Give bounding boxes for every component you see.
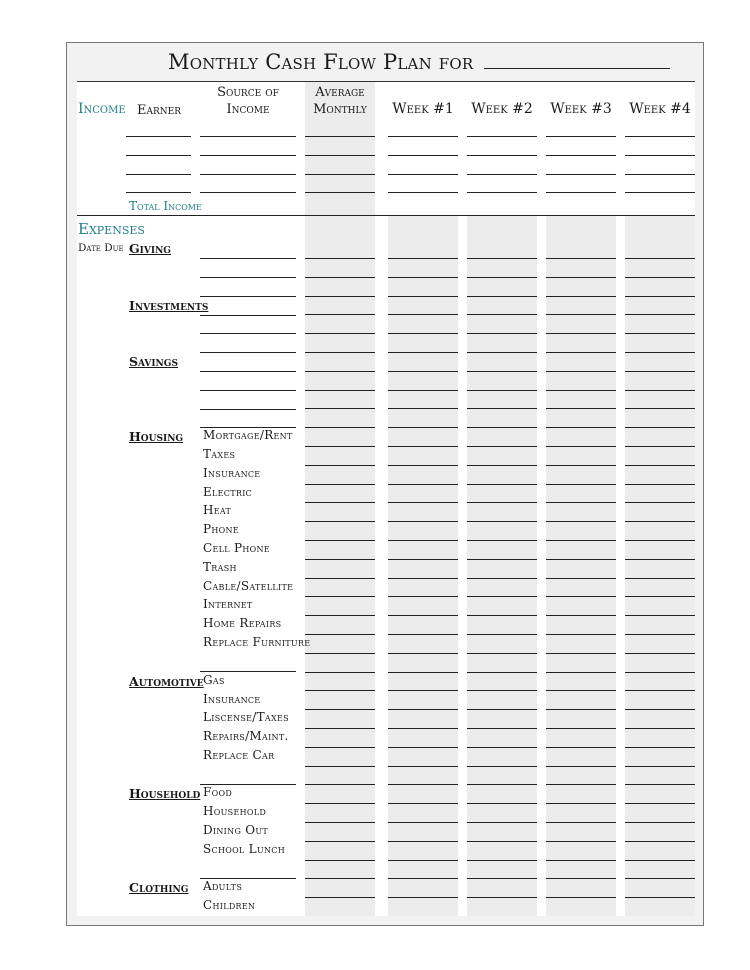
- expense-entry-line[interactable]: [388, 559, 458, 560]
- expense-entry-line[interactable]: [388, 672, 458, 673]
- item-electric: Electric: [203, 485, 253, 499]
- expense-item-line[interactable]: [200, 352, 296, 353]
- expense-entry-line[interactable]: [305, 371, 375, 372]
- expense-entry-line[interactable]: [625, 709, 695, 710]
- income-entry-line[interactable]: [625, 136, 695, 137]
- income-entry-line[interactable]: [200, 155, 296, 156]
- expense-entry-line[interactable]: [467, 653, 537, 654]
- expense-entry-line[interactable]: [388, 596, 458, 597]
- expense-entry-line[interactable]: [467, 277, 537, 278]
- expense-entry-line[interactable]: [546, 427, 616, 428]
- expense-entry-line[interactable]: [305, 897, 375, 898]
- expense-entry-line[interactable]: [467, 408, 537, 409]
- week3-header: Week #3: [550, 101, 612, 117]
- income-entry-line[interactable]: [467, 192, 537, 193]
- expense-item-line[interactable]: [200, 296, 296, 297]
- income-entry-line[interactable]: [388, 155, 458, 156]
- income-entry-line[interactable]: [305, 174, 375, 175]
- expense-entry-line[interactable]: [625, 408, 695, 409]
- expense-entry-line[interactable]: [467, 465, 537, 466]
- expense-entry-line[interactable]: [467, 296, 537, 297]
- shaded-column: [625, 216, 695, 916]
- income-entry-line[interactable]: [546, 192, 616, 193]
- expense-entry-line[interactable]: [467, 314, 537, 315]
- expense-item-line[interactable]: [200, 277, 296, 278]
- expense-entry-line[interactable]: [546, 672, 616, 673]
- expense-entry-line[interactable]: [467, 615, 537, 616]
- expense-entry-line[interactable]: [388, 484, 458, 485]
- category-clothing: Clothing: [129, 880, 189, 895]
- item-phone: Phone: [203, 522, 239, 536]
- page-title: Monthly Cash Flow Plan for: [168, 50, 670, 74]
- expense-item-line[interactable]: [200, 258, 296, 259]
- expense-entry-line[interactable]: [467, 333, 537, 334]
- expense-entry-line[interactable]: [467, 897, 537, 898]
- expense-entry-line[interactable]: [546, 540, 616, 541]
- income-entry-line[interactable]: [546, 174, 616, 175]
- expense-entry-line[interactable]: [546, 371, 616, 372]
- expense-entry-line[interactable]: [546, 841, 616, 842]
- expense-entry-line[interactable]: [625, 672, 695, 673]
- expense-entry-line[interactable]: [546, 484, 616, 485]
- expense-entry-line[interactable]: [388, 314, 458, 315]
- expense-entry-line[interactable]: [305, 277, 375, 278]
- expense-entry-line[interactable]: [388, 615, 458, 616]
- expense-entry-line[interactable]: [305, 521, 375, 522]
- week2-header: Week #2: [471, 101, 533, 117]
- expense-entry-line[interactable]: [546, 878, 616, 879]
- expense-entry-line[interactable]: [546, 728, 616, 729]
- item-license-taxes: Liscense/Taxes: [203, 710, 289, 724]
- expense-entry-line[interactable]: [467, 860, 537, 861]
- expense-entry-line[interactable]: [388, 784, 458, 785]
- expense-entry-line[interactable]: [305, 860, 375, 861]
- expense-entry-line[interactable]: [625, 653, 695, 654]
- expense-entry-line[interactable]: [388, 747, 458, 748]
- expense-entry-line[interactable]: [546, 596, 616, 597]
- expense-entry-line[interactable]: [305, 502, 375, 503]
- shaded-column: [546, 216, 616, 916]
- title-blank-line[interactable]: [484, 52, 670, 69]
- income-label: Income: [78, 101, 126, 117]
- item-trash: Trash: [203, 560, 237, 574]
- item-mortgage-rent: Mortgage/Rent: [203, 428, 293, 442]
- expense-entry-line[interactable]: [305, 390, 375, 391]
- expense-entry-line[interactable]: [625, 578, 695, 579]
- expense-entry-line[interactable]: [305, 634, 375, 635]
- expense-entry-line[interactable]: [625, 465, 695, 466]
- item-insurance: Insurance: [203, 466, 261, 480]
- expense-entry-line[interactable]: [388, 258, 458, 259]
- expense-entry-line[interactable]: [546, 446, 616, 447]
- expense-item-line[interactable]: [200, 315, 296, 316]
- expense-entry-line[interactable]: [467, 878, 537, 879]
- expense-entry-line[interactable]: [625, 878, 695, 879]
- week1-header: Week #1: [392, 101, 454, 117]
- item-school-lunch: School Lunch: [203, 842, 285, 856]
- expense-entry-line[interactable]: [388, 540, 458, 541]
- expense-entry-line[interactable]: [467, 258, 537, 259]
- expense-entry-line[interactable]: [546, 690, 616, 691]
- item-dining-out: Dining Out: [203, 823, 269, 837]
- expense-entry-line[interactable]: [305, 296, 375, 297]
- expense-entry-line[interactable]: [546, 615, 616, 616]
- expense-entry-line[interactable]: [546, 897, 616, 898]
- expense-entry-line[interactable]: [388, 296, 458, 297]
- income-divider: [77, 215, 695, 216]
- expense-entry-line[interactable]: [467, 578, 537, 579]
- item-cable-satellite: Cable/Satellite: [203, 579, 294, 593]
- expense-entry-line[interactable]: [467, 841, 537, 842]
- expense-entry-line[interactable]: [625, 766, 695, 767]
- income-entry-line[interactable]: [467, 174, 537, 175]
- expense-entry-line[interactable]: [467, 502, 537, 503]
- expense-entry-line[interactable]: [546, 653, 616, 654]
- expense-entry-line[interactable]: [546, 314, 616, 315]
- expense-entry-line[interactable]: [388, 277, 458, 278]
- item-replace-car: Replace Car: [203, 748, 275, 762]
- income-entry-line[interactable]: [546, 136, 616, 137]
- expense-entry-line[interactable]: [546, 803, 616, 804]
- expense-entry-line[interactable]: [388, 352, 458, 353]
- income-entry-line[interactable]: [388, 192, 458, 193]
- expense-item-line[interactable]: [200, 427, 296, 428]
- earner-header: Earner: [137, 103, 181, 118]
- expense-entry-line[interactable]: [625, 841, 695, 842]
- expense-entry-line[interactable]: [546, 465, 616, 466]
- expense-entry-line[interactable]: [625, 596, 695, 597]
- expense-entry-line[interactable]: [388, 690, 458, 691]
- title-divider: [77, 81, 695, 82]
- expense-entry-line[interactable]: [467, 634, 537, 635]
- expense-entry-line[interactable]: [388, 803, 458, 804]
- expense-entry-line[interactable]: [467, 784, 537, 785]
- expense-entry-line[interactable]: [305, 559, 375, 560]
- expense-entry-line[interactable]: [305, 258, 375, 259]
- expense-entry-line[interactable]: [388, 653, 458, 654]
- expense-entry-line[interactable]: [305, 540, 375, 541]
- income-entry-line[interactable]: [200, 174, 296, 175]
- expense-entry-line[interactable]: [305, 408, 375, 409]
- expense-entry-line[interactable]: [305, 841, 375, 842]
- expense-entry-line[interactable]: [388, 371, 458, 372]
- source-header: Source of Income: [217, 85, 279, 117]
- expense-entry-line[interactable]: [388, 578, 458, 579]
- item-household: Household: [203, 804, 267, 818]
- expense-entry-line[interactable]: [305, 446, 375, 447]
- expense-entry-line[interactable]: [625, 615, 695, 616]
- expense-entry-line[interactable]: [305, 709, 375, 710]
- shaded-column: [388, 216, 458, 916]
- expense-entry-line[interactable]: [467, 446, 537, 447]
- expense-entry-line[interactable]: [546, 784, 616, 785]
- expense-entry-line[interactable]: [388, 521, 458, 522]
- category-investments: Investments: [129, 298, 209, 313]
- expense-entry-line[interactable]: [625, 521, 695, 522]
- expense-entry-line[interactable]: [546, 296, 616, 297]
- expense-entry-line[interactable]: [467, 352, 537, 353]
- income-entry-line[interactable]: [467, 136, 537, 137]
- expense-entry-line[interactable]: [388, 766, 458, 767]
- expense-entry-line[interactable]: [305, 596, 375, 597]
- expenses-label: Expenses: [78, 220, 145, 238]
- item-children: Children: [203, 898, 256, 912]
- item-home-repairs: Home Repairs: [203, 616, 282, 630]
- expense-entry-line[interactable]: [388, 878, 458, 879]
- expense-entry-line[interactable]: [546, 747, 616, 748]
- expense-entry-line[interactable]: [625, 484, 695, 485]
- item-repairs-maint: Repairs/Maint.: [203, 729, 289, 743]
- item-cell-phone: Cell Phone: [203, 541, 270, 555]
- income-entry-line[interactable]: [305, 192, 375, 193]
- expense-entry-line[interactable]: [388, 897, 458, 898]
- expense-entry-line[interactable]: [467, 766, 537, 767]
- expense-entry-line[interactable]: [305, 427, 375, 428]
- expense-item-line[interactable]: [200, 333, 296, 334]
- expense-entry-line[interactable]: [546, 634, 616, 635]
- expense-item-line[interactable]: [200, 390, 296, 391]
- category-housing: Housing: [129, 429, 184, 444]
- expense-entry-line[interactable]: [625, 427, 695, 428]
- expense-entry-line[interactable]: [467, 728, 537, 729]
- expense-entry-line[interactable]: [467, 521, 537, 522]
- expense-entry-line[interactable]: [467, 709, 537, 710]
- income-entry-line[interactable]: [546, 155, 616, 156]
- item-food: Food: [203, 785, 233, 799]
- income-entry-line[interactable]: [200, 192, 296, 193]
- average-header: Average Monthly: [313, 85, 367, 117]
- expense-entry-line[interactable]: [467, 371, 537, 372]
- income-entry-line[interactable]: [625, 192, 695, 193]
- income-entry-line[interactable]: [625, 155, 695, 156]
- expense-entry-line[interactable]: [388, 860, 458, 861]
- expense-entry-line[interactable]: [625, 559, 695, 560]
- expense-entry-line[interactable]: [625, 258, 695, 259]
- expense-entry-line[interactable]: [467, 803, 537, 804]
- expense-entry-line[interactable]: [546, 521, 616, 522]
- expense-entry-line[interactable]: [546, 390, 616, 391]
- expense-entry-line[interactable]: [388, 446, 458, 447]
- expense-item-line[interactable]: [200, 371, 296, 372]
- expense-entry-line[interactable]: [305, 690, 375, 691]
- expense-entry-line[interactable]: [388, 822, 458, 823]
- expense-item-line[interactable]: [200, 409, 296, 410]
- expense-entry-line[interactable]: [388, 427, 458, 428]
- expense-entry-line[interactable]: [546, 277, 616, 278]
- income-entry-line[interactable]: [625, 174, 695, 175]
- income-entry-line[interactable]: [305, 136, 375, 137]
- expense-entry-line[interactable]: [388, 634, 458, 635]
- expense-entry-line[interactable]: [546, 333, 616, 334]
- expense-entry-line[interactable]: [625, 897, 695, 898]
- expense-entry-line[interactable]: [388, 841, 458, 842]
- expense-entry-line[interactable]: [305, 766, 375, 767]
- income-entry-line[interactable]: [388, 174, 458, 175]
- expense-entry-line[interactable]: [625, 728, 695, 729]
- expense-entry-line[interactable]: [388, 502, 458, 503]
- expense-entry-line[interactable]: [467, 559, 537, 560]
- total-income-label: Total Income: [129, 199, 202, 213]
- expense-entry-line[interactable]: [467, 390, 537, 391]
- expense-entry-line[interactable]: [546, 352, 616, 353]
- expense-entry-line[interactable]: [625, 860, 695, 861]
- expense-entry-line[interactable]: [625, 333, 695, 334]
- category-savings: Savings: [129, 354, 178, 369]
- expense-entry-line[interactable]: [305, 878, 375, 879]
- expense-entry-line[interactable]: [467, 540, 537, 541]
- expense-entry-line[interactable]: [546, 559, 616, 560]
- income-entry-line[interactable]: [126, 174, 191, 175]
- expense-entry-line[interactable]: [467, 484, 537, 485]
- expense-entry-line[interactable]: [305, 803, 375, 804]
- expense-entry-line[interactable]: [305, 672, 375, 673]
- expense-entry-line[interactable]: [467, 690, 537, 691]
- expense-entry-line[interactable]: [467, 672, 537, 673]
- income-entry-line[interactable]: [467, 155, 537, 156]
- expense-entry-line[interactable]: [625, 747, 695, 748]
- expense-entry-line[interactable]: [625, 502, 695, 503]
- income-entry-line[interactable]: [305, 155, 375, 156]
- expense-entry-line[interactable]: [625, 390, 695, 391]
- expense-entry-line[interactable]: [467, 747, 537, 748]
- item-taxes: Taxes: [203, 447, 236, 461]
- item-auto-insurance: Insurance: [203, 692, 261, 706]
- expense-entry-line[interactable]: [305, 615, 375, 616]
- expense-entry-line[interactable]: [625, 277, 695, 278]
- income-entry-line[interactable]: [200, 136, 296, 137]
- income-entry-line[interactable]: [126, 136, 191, 137]
- category-automotive: Automotive: [129, 674, 204, 689]
- expense-item-line[interactable]: [200, 878, 296, 879]
- item-replace-furniture: Replace Furniture: [203, 635, 311, 649]
- expense-entry-line[interactable]: [625, 314, 695, 315]
- expense-entry-line[interactable]: [305, 653, 375, 654]
- expense-entry-line[interactable]: [305, 484, 375, 485]
- item-adults: Adults: [203, 879, 243, 893]
- expense-entry-line[interactable]: [305, 465, 375, 466]
- shaded-column: [467, 216, 537, 916]
- expense-entry-line[interactable]: [546, 502, 616, 503]
- date-due-label: Date Due: [78, 242, 124, 254]
- expense-entry-line[interactable]: [625, 446, 695, 447]
- expense-entry-line[interactable]: [467, 822, 537, 823]
- expense-entry-line[interactable]: [625, 784, 695, 785]
- expense-entry-line[interactable]: [546, 408, 616, 409]
- expense-entry-line[interactable]: [305, 822, 375, 823]
- item-heat: Heat: [203, 503, 232, 517]
- expense-entry-line[interactable]: [467, 427, 537, 428]
- expense-entry-line[interactable]: [546, 822, 616, 823]
- expense-entry-line[interactable]: [546, 578, 616, 579]
- expense-entry-line[interactable]: [388, 465, 458, 466]
- item-internet: Internet: [203, 597, 253, 611]
- expense-entry-line[interactable]: [305, 728, 375, 729]
- expense-entry-line[interactable]: [625, 822, 695, 823]
- expense-entry-line[interactable]: [625, 540, 695, 541]
- expense-entry-line[interactable]: [625, 352, 695, 353]
- category-household: Household: [129, 786, 201, 801]
- expense-item-line[interactable]: [200, 671, 296, 672]
- expense-entry-line[interactable]: [305, 747, 375, 748]
- expense-entry-line[interactable]: [305, 352, 375, 353]
- shaded-column: [305, 82, 375, 916]
- expense-entry-line[interactable]: [305, 578, 375, 579]
- income-entry-line[interactable]: [388, 136, 458, 137]
- income-entry-line[interactable]: [126, 192, 191, 193]
- expense-entry-line[interactable]: [546, 860, 616, 861]
- expense-entry-line[interactable]: [305, 314, 375, 315]
- category-giving: Giving: [129, 241, 171, 256]
- expense-entry-line[interactable]: [625, 690, 695, 691]
- expense-entry-line[interactable]: [305, 333, 375, 334]
- expense-entry-line[interactable]: [625, 634, 695, 635]
- expense-entry-line[interactable]: [625, 803, 695, 804]
- expense-entry-line[interactable]: [388, 333, 458, 334]
- expense-entry-line[interactable]: [625, 371, 695, 372]
- expense-entry-line[interactable]: [388, 728, 458, 729]
- expense-entry-line[interactable]: [388, 390, 458, 391]
- expense-entry-line[interactable]: [305, 784, 375, 785]
- expense-entry-line[interactable]: [467, 596, 537, 597]
- expense-entry-line[interactable]: [388, 709, 458, 710]
- week4-header: Week #4: [629, 101, 691, 117]
- expense-entry-line[interactable]: [546, 709, 616, 710]
- expense-entry-line[interactable]: [625, 296, 695, 297]
- expense-entry-line[interactable]: [388, 408, 458, 409]
- item-gas: Gas: [203, 673, 225, 687]
- expense-item-line[interactable]: [200, 784, 296, 785]
- expense-entry-line[interactable]: [546, 766, 616, 767]
- income-entry-line[interactable]: [126, 155, 191, 156]
- expense-entry-line[interactable]: [546, 258, 616, 259]
